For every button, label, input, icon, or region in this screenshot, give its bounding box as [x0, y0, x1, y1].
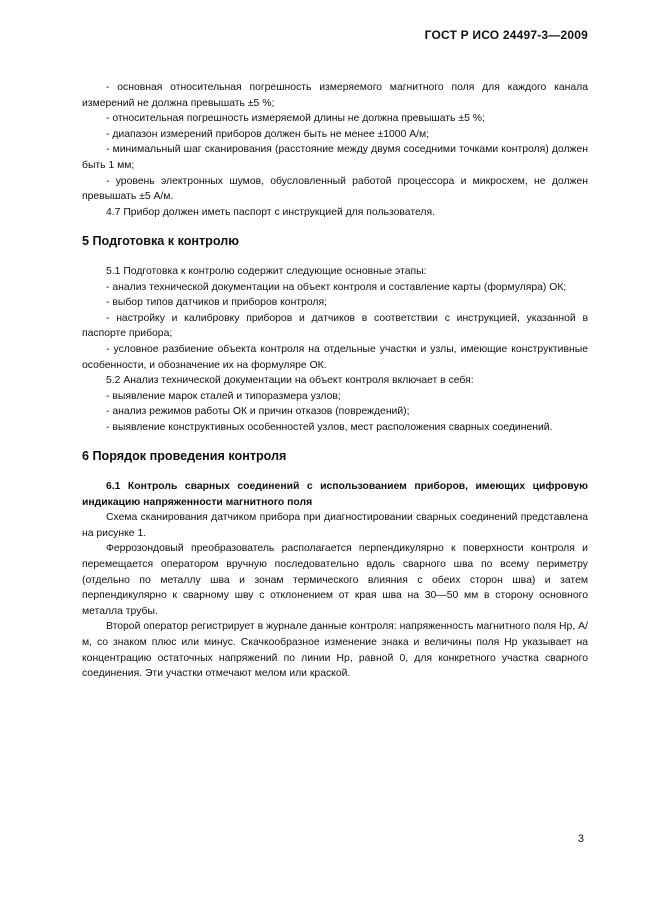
- document-body: [82, 80, 588, 682]
- paragraph: 5.1 Подготовка к контролю содержит следующие основные этапы:: [106, 265, 427, 277]
- paragraph: Схема сканирования датчиком прибора при диагностировании сварных соединений представлена на рисунке 1.: [82, 512, 588, 539]
- page-number: 3: [577, 833, 584, 845]
- paragraph: - уровень электронных шумов, обусловленный работой процессора и микросхем, не должен превышать ±5 А/м.: [82, 175, 588, 203]
- paragraph: - анализ технической документации на объект контроля и составление карты (формуляра) ОК;: [106, 281, 567, 293]
- paragraph: - анализ режимов работы ОК и причин отказов (повреждений);: [106, 406, 410, 418]
- paragraph: - условное разбиение объекта контроля на отдельные участки и узлы, имеющие конструктивные особенности, и обозначение их на формуляре ОК.: [82, 343, 588, 371]
- paragraph: - относительная погрешность измеряемой длины не должна превышать ±5 %;: [106, 113, 485, 125]
- section-heading: 5 Подготовка к контролю: [82, 234, 240, 249]
- paragraph: - минимальный шаг сканирования (расстояние между двумя соседними точками контроля) должен быть 1 мм;: [82, 144, 588, 171]
- paragraph: - настройку и калибровку приборов и датчиков в соответствии с инструкцией, указанной в паспорте прибора;: [82, 312, 588, 340]
- paragraph: 4.7 Прибор должен иметь паспорт с инструкцией для пользователя.: [106, 206, 435, 218]
- document-header: ГОСТ Р ИСО 24497-3—2009: [424, 28, 588, 42]
- subsection-heading: 6.1 Контроль сварных соединений с использованием приборов, имеющих цифровую индикацию напряженности магнитного поля: [82, 481, 588, 508]
- paragraph: - выбор типов датчиков и приборов контроля;: [106, 297, 327, 309]
- section-heading: 6 Порядок проведения контроля: [82, 449, 287, 464]
- paragraph: - выявление марок сталей и типоразмера узлов;: [106, 390, 341, 402]
- paragraph: Феррозондовый преобразователь располагается перпендикулярно к поверхности контроля и перемещается оператором вручную последовательно вдоль сварного шва по всему периметру (отдельно по металлу шва и зонам термического влияния с обеих сторон шва) и затем перпендикулярно к сварному шву с отклонением от края шва на 30—50 мм в сторону основного металла трубы.: [82, 543, 588, 617]
- paragraph: - основная относительная погрешность измеряемого магнитного поля для каждого канала измерений не должна превышать ±5 %;: [82, 82, 588, 109]
- paragraph: 5.2 Анализ технической документации на объект контроля включает в себя:: [106, 375, 474, 387]
- paragraph: - выявление конструктивных особенностей узлов, мест расположения сварных соединений.: [106, 421, 553, 433]
- paragraph: Второй оператор регистрирует в журнале данные контроля: напряженность магнитного поля Hp, А/м, со знаком плюс или минус. Скачкообразное изменение знака и величины поля Hp указывает на концентрацию остаточных напряжений по линии Hp, равной 0, для конкретного участка сварного соединения. Эти участки отмечают мелом или краской.: [82, 621, 588, 680]
- paragraph: - диапазон измерений приборов должен быть не менее ±1000 А/м;: [106, 128, 430, 140]
